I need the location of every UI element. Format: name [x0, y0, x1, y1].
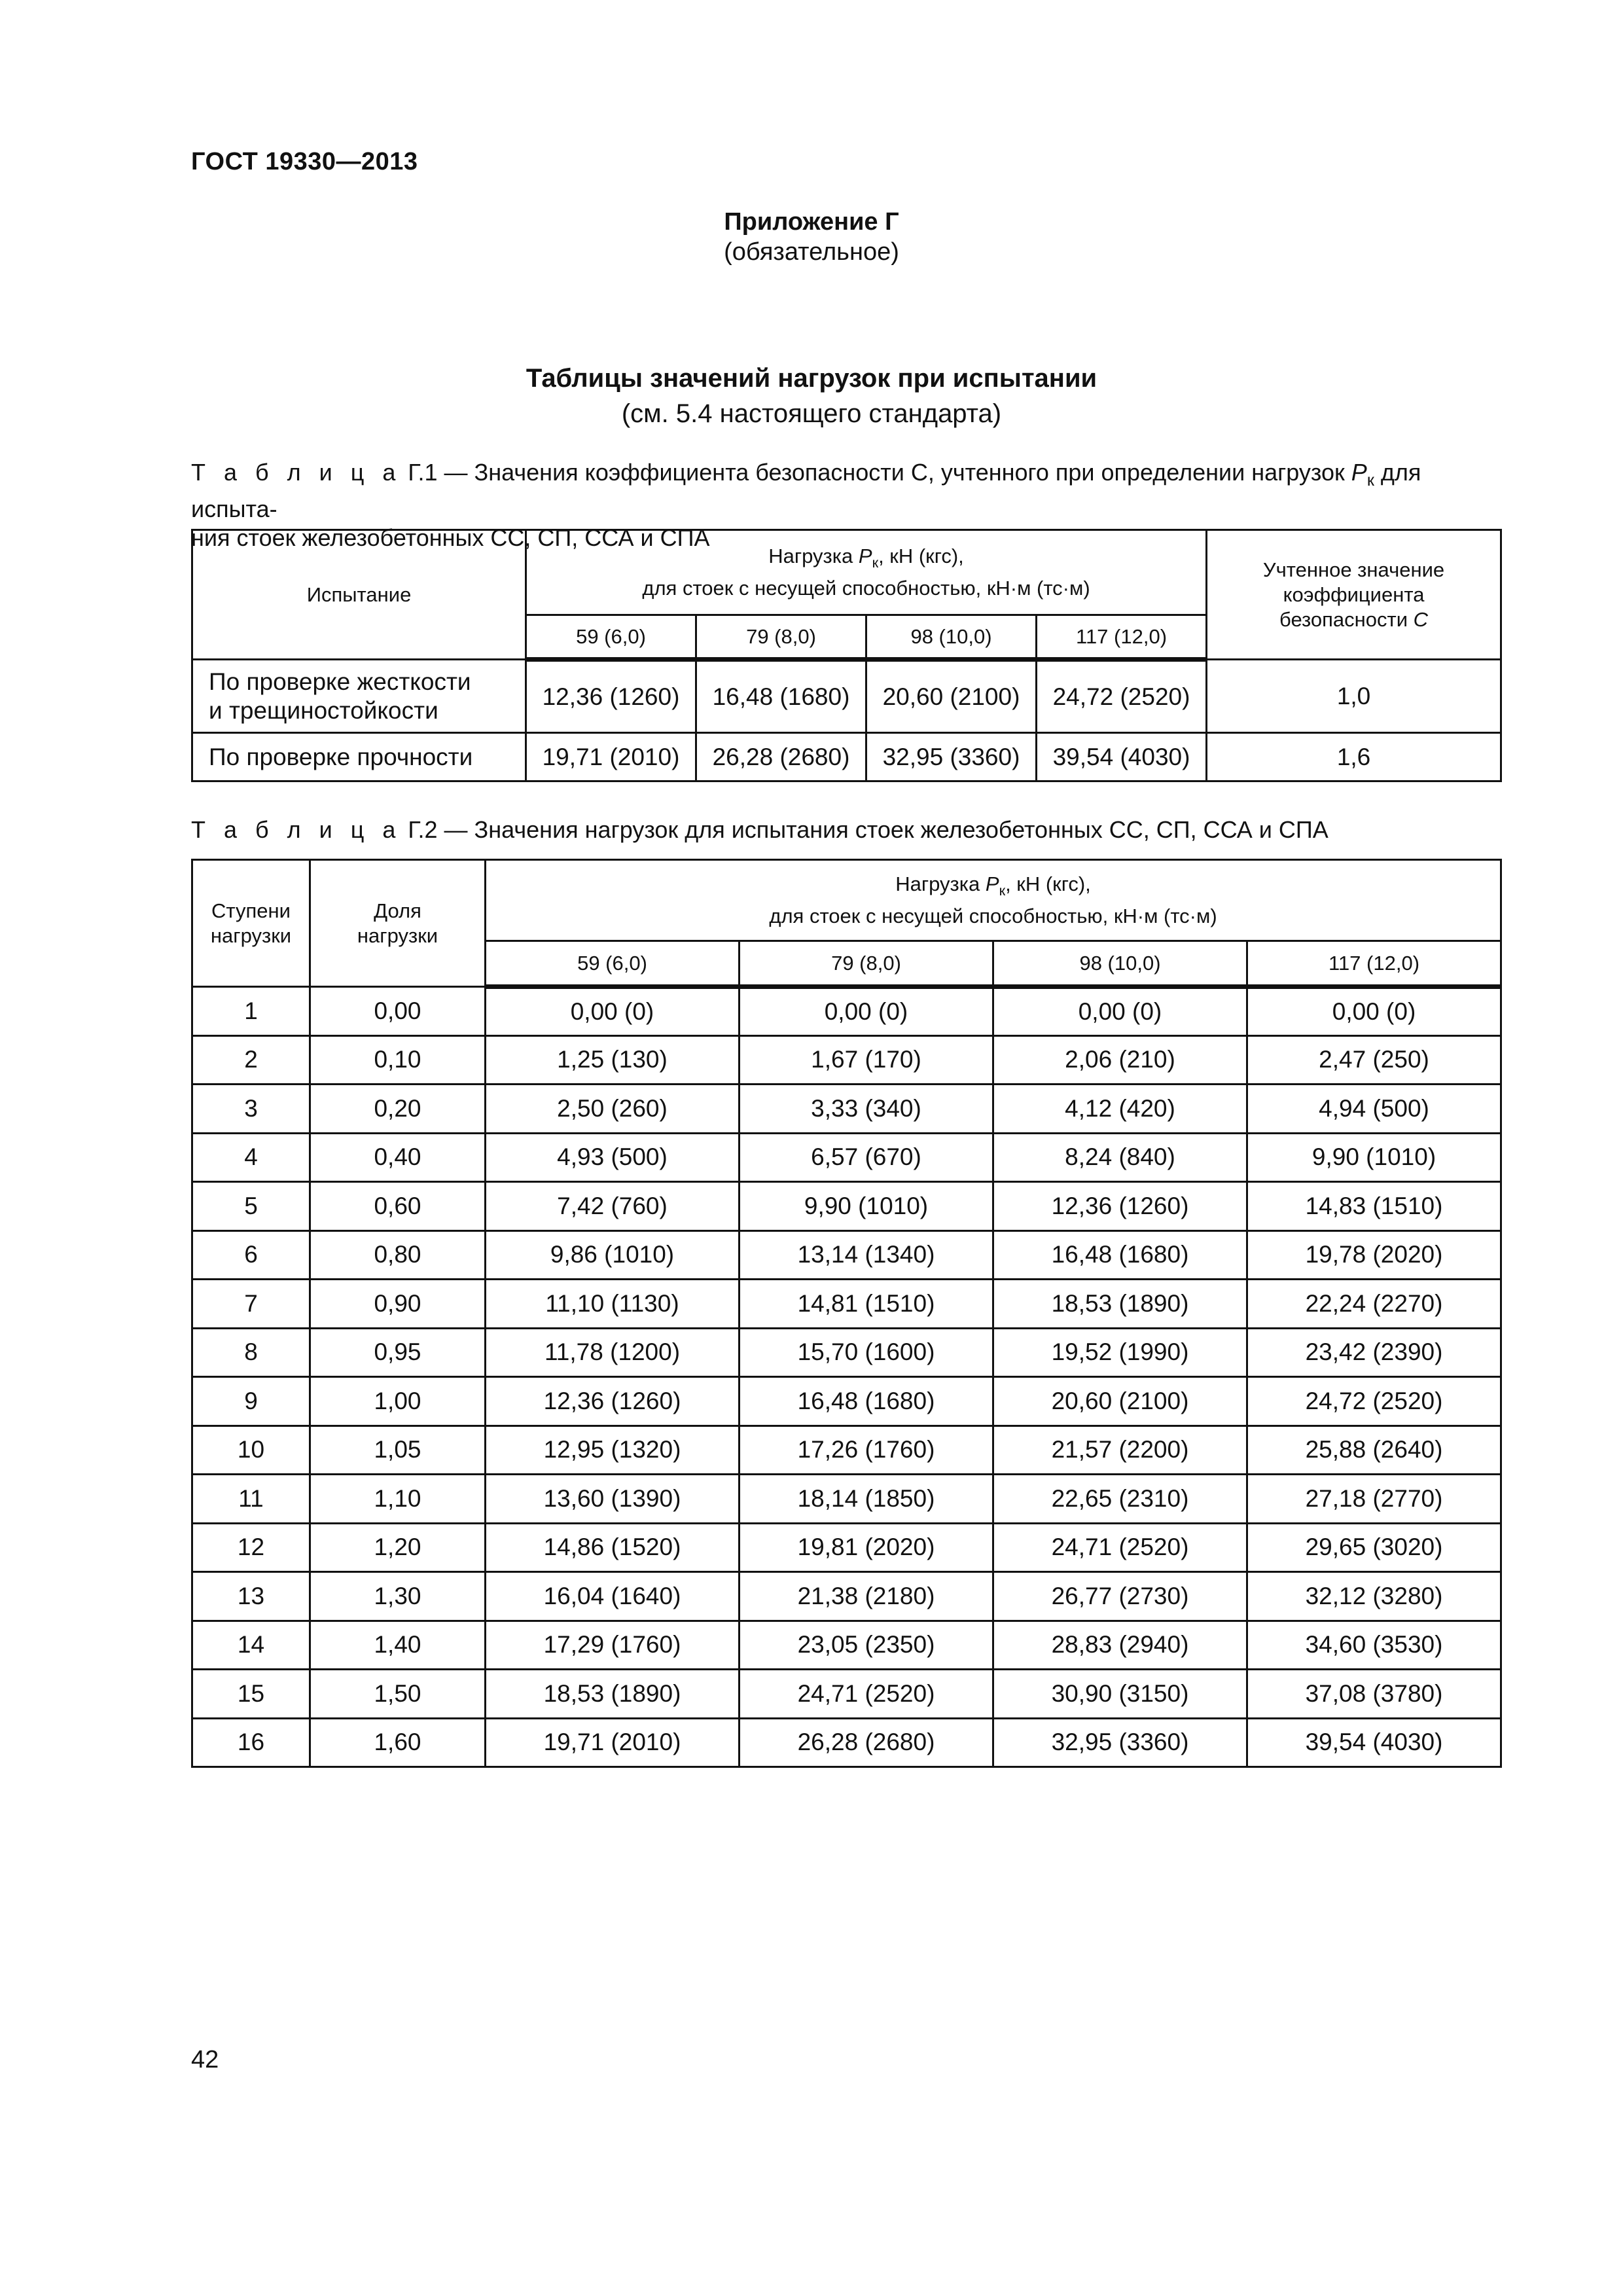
load-cell: 1,67 (170) [740, 1035, 993, 1085]
header-load-line2: для стоек с несущей способностью, кН·м (тс·м) [642, 576, 1090, 600]
header-load [526, 530, 1207, 615]
appendix-status: (обязательное) [724, 238, 899, 266]
table-row [192, 1426, 1501, 1475]
load-cell: 25,88 (2640) [1247, 1426, 1501, 1475]
share-cell: 0,95 [310, 1328, 486, 1377]
load-cell: 39,54 (4030) [1037, 733, 1207, 781]
header-load-suffix: , кН (кгс), [878, 545, 964, 568]
load-cell: 39,54 (4030) [1247, 1718, 1501, 1767]
header-share-line1: Доля [374, 899, 421, 922]
load-cell: 32,12 (3280) [1247, 1572, 1501, 1621]
pk-subscript: к [1366, 471, 1374, 490]
header-share [310, 860, 486, 987]
load-cell: 20,60 (2100) [866, 660, 1037, 733]
load-cell: 2,50 (260) [486, 1085, 740, 1134]
load-cell: 14,81 (1510) [740, 1280, 993, 1329]
header-coef-line2: коэффициента [1283, 583, 1425, 606]
table1-caption-label: Т а б л и ц а [191, 459, 402, 486]
coefficient-cell: 1,6 [1207, 733, 1501, 781]
header-capacity: 117 (12,0) [1247, 941, 1501, 987]
step-cell: 9 [192, 1377, 310, 1426]
load-cell: 21,57 (2200) [993, 1426, 1247, 1475]
share-cell: 1,00 [310, 1377, 486, 1426]
load-cell: 24,72 (2520) [1247, 1377, 1501, 1426]
table-row [192, 1670, 1501, 1719]
load-cell: 12,95 (1320) [486, 1426, 740, 1475]
header-load [486, 860, 1501, 941]
test-name-line1: По проверке жесткости [209, 668, 471, 695]
step-cell: 16 [192, 1718, 310, 1767]
load-cell: 2,47 (250) [1247, 1035, 1501, 1085]
table-row [192, 987, 1501, 1036]
load-cell: 16,48 (1680) [696, 660, 866, 733]
load-cell: 19,81 (2020) [740, 1523, 993, 1572]
table1-caption-text: Г.1 — Значения коэффициента безопасности С, учтенного при определении нагрузок [408, 459, 1345, 486]
load-cell: 9,90 (1010) [1247, 1133, 1501, 1182]
table-row [192, 1085, 1501, 1134]
coefficient-cell: 1,0 [1207, 660, 1501, 733]
load-cell: 12,36 (1260) [486, 1377, 740, 1426]
pk-symbol: P [858, 545, 872, 568]
load-cell: 37,08 (3780) [1247, 1670, 1501, 1719]
table-row [192, 1280, 1501, 1329]
header-step-line1: Ступени [211, 899, 291, 922]
table1-caption-tail: для испыта- [191, 459, 1421, 523]
share-cell: 1,20 [310, 1523, 486, 1572]
load-cell: 24,72 (2520) [1037, 660, 1207, 733]
load-cell: 11,78 (1200) [486, 1328, 740, 1377]
load-cell: 4,12 (420) [993, 1085, 1247, 1134]
load-cell: 24,71 (2520) [740, 1670, 993, 1719]
header-load-line2: для стоек с несущей способностью, кН·м (тс·м) [769, 904, 1217, 927]
load-cell: 6,57 (670) [740, 1133, 993, 1182]
share-cell: 0,80 [310, 1230, 486, 1280]
step-cell: 10 [192, 1426, 310, 1475]
table-row [192, 1621, 1501, 1670]
appendix-title: Приложение Г [724, 208, 899, 236]
load-cell: 23,05 (2350) [740, 1621, 993, 1670]
step-cell: 5 [192, 1182, 310, 1231]
safety-factor-table [191, 529, 1502, 782]
load-cell: 11,10 (1130) [486, 1280, 740, 1329]
table-row [192, 1523, 1501, 1572]
share-cell: 1,05 [310, 1426, 486, 1475]
share-cell: 1,50 [310, 1670, 486, 1719]
load-cell: 14,83 (1510) [1247, 1182, 1501, 1231]
header-step-line2: нагрузки [210, 924, 292, 947]
header-load-prefix: Нагрузка [768, 545, 853, 568]
load-cell: 22,65 (2310) [993, 1475, 1247, 1524]
table2-caption-text: Г.2 — Значения нагрузок для испытания стоек железобетонных СС, СП, ССА и СПА [408, 816, 1329, 843]
header-capacity: 98 (10,0) [993, 941, 1247, 987]
load-cell: 16,04 (1640) [486, 1572, 740, 1621]
document-code: ГОСТ 19330—2013 [191, 148, 418, 175]
load-cell: 0,00 (0) [486, 987, 740, 1036]
table2-body [192, 987, 1501, 1767]
load-cell: 15,70 (1600) [740, 1328, 993, 1377]
step-cell: 15 [192, 1670, 310, 1719]
load-cell: 0,00 (0) [740, 987, 993, 1036]
load-cell: 0,00 (0) [1247, 987, 1501, 1036]
load-cell: 16,48 (1680) [993, 1230, 1247, 1280]
load-cell: 26,28 (2680) [696, 733, 866, 781]
load-cell: 19,52 (1990) [993, 1328, 1247, 1377]
header-capacity: 98 (10,0) [866, 615, 1037, 660]
header-test: Испытание [192, 530, 526, 660]
section-title: Таблицы значений нагрузок при испытании [526, 364, 1097, 393]
load-cell: 18,53 (1890) [486, 1670, 740, 1719]
load-cell: 2,06 (210) [993, 1035, 1247, 1085]
table-row [192, 1230, 1501, 1280]
share-cell: 1,40 [310, 1621, 486, 1670]
load-cell: 13,14 (1340) [740, 1230, 993, 1280]
load-cell: 26,77 (2730) [993, 1572, 1247, 1621]
share-cell: 0,60 [310, 1182, 486, 1231]
step-cell: 12 [192, 1523, 310, 1572]
table-row [192, 1377, 1501, 1426]
load-cell: 26,28 (2680) [740, 1718, 993, 1767]
step-cell: 14 [192, 1621, 310, 1670]
load-cell: 0,00 (0) [993, 987, 1247, 1036]
header-capacity: 59 (6,0) [486, 941, 740, 987]
header-step [192, 860, 310, 987]
share-cell: 1,10 [310, 1475, 486, 1524]
share-cell: 0,40 [310, 1133, 486, 1182]
load-cell: 22,24 (2270) [1247, 1280, 1501, 1329]
header-load-suffix: , кН (кгс), [1005, 872, 1091, 896]
page-number: 42 [191, 2046, 219, 2073]
test-name [192, 660, 526, 733]
load-cell: 28,83 (2940) [993, 1621, 1247, 1670]
load-cell: 30,90 (3150) [993, 1670, 1247, 1719]
table-row [192, 733, 1501, 781]
load-cell: 8,24 (840) [993, 1133, 1247, 1182]
load-cell: 23,42 (2390) [1247, 1328, 1501, 1377]
header-capacity: 79 (8,0) [740, 941, 993, 987]
step-cell: 4 [192, 1133, 310, 1182]
load-cell: 21,38 (2180) [740, 1572, 993, 1621]
step-cell: 2 [192, 1035, 310, 1085]
load-cell: 27,18 (2770) [1247, 1475, 1501, 1524]
load-cell: 12,36 (1260) [993, 1182, 1247, 1231]
load-cell: 17,29 (1760) [486, 1621, 740, 1670]
load-cell: 1,25 (130) [486, 1035, 740, 1085]
load-cell: 34,60 (3530) [1247, 1621, 1501, 1670]
table-row [192, 1718, 1501, 1767]
load-cell: 24,71 (2520) [993, 1523, 1247, 1572]
coef-symbol: С [1413, 607, 1429, 631]
share-cell: 0,00 [310, 987, 486, 1036]
load-cell: 9,86 (1010) [486, 1230, 740, 1280]
step-cell: 1 [192, 987, 310, 1036]
table1-caption-line2: ния стоек железобетонных СС, СП, ССА и СПА [191, 524, 710, 552]
test-name: По проверке прочности [192, 733, 526, 781]
step-cell: 13 [192, 1572, 310, 1621]
header-coef-line3: безопасности [1279, 607, 1408, 631]
pk-symbol: P [985, 872, 999, 896]
header-capacity: 117 (12,0) [1037, 615, 1207, 660]
share-cell: 0,90 [310, 1280, 486, 1329]
table-row [192, 1035, 1501, 1085]
step-cell: 11 [192, 1475, 310, 1524]
table2-caption-label: Т а б л и ц а [191, 816, 402, 843]
load-cell: 19,78 (2020) [1247, 1230, 1501, 1280]
pk-subscript: к [999, 882, 1006, 899]
load-cell: 4,93 (500) [486, 1133, 740, 1182]
share-cell: 0,20 [310, 1085, 486, 1134]
header-capacity: 79 (8,0) [696, 615, 866, 660]
load-cell: 19,71 (2010) [526, 733, 696, 781]
load-cell: 32,95 (3360) [866, 733, 1037, 781]
step-cell: 8 [192, 1328, 310, 1377]
load-cell: 18,53 (1890) [993, 1280, 1247, 1329]
section-reference: (см. 5.4 настоящего стандарта) [621, 399, 1002, 428]
load-cell: 18,14 (1850) [740, 1475, 993, 1524]
pk-symbol: P [1351, 459, 1367, 486]
table-row [192, 660, 1501, 733]
share-cell: 0,10 [310, 1035, 486, 1085]
test-name-line2: и трещиностойкости [209, 696, 438, 724]
load-cell: 13,60 (1390) [486, 1475, 740, 1524]
step-cell: 7 [192, 1280, 310, 1329]
step-cell: 6 [192, 1230, 310, 1280]
load-cell: 14,86 (1520) [486, 1523, 740, 1572]
table-row [192, 1572, 1501, 1621]
table2-caption [191, 816, 1500, 844]
pk-subscript: к [872, 554, 879, 571]
header-share-line2: нагрузки [357, 924, 438, 947]
table-row [192, 1475, 1501, 1524]
step-cell: 3 [192, 1085, 310, 1134]
share-cell: 1,30 [310, 1572, 486, 1621]
table-row [192, 1182, 1501, 1231]
load-cell: 12,36 (1260) [526, 660, 696, 733]
header-coefficient [1207, 530, 1501, 660]
load-values-table [191, 859, 1502, 1768]
share-cell: 1,60 [310, 1718, 486, 1767]
load-cell: 19,71 (2010) [486, 1718, 740, 1767]
load-cell: 16,48 (1680) [740, 1377, 993, 1426]
load-cell: 3,33 (340) [740, 1085, 993, 1134]
header-load-prefix: Нагрузка [895, 872, 980, 896]
load-cell: 17,26 (1760) [740, 1426, 993, 1475]
load-cell: 20,60 (2100) [993, 1377, 1247, 1426]
load-cell: 7,42 (760) [486, 1182, 740, 1231]
load-cell: 4,94 (500) [1247, 1085, 1501, 1134]
load-cell: 32,95 (3360) [993, 1718, 1247, 1767]
table-row [192, 1328, 1501, 1377]
load-cell: 29,65 (3020) [1247, 1523, 1501, 1572]
table-row [192, 1133, 1501, 1182]
header-capacity: 59 (6,0) [526, 615, 696, 660]
header-coef-line1: Учтенное значение [1262, 558, 1445, 581]
load-cell: 9,90 (1010) [740, 1182, 993, 1231]
